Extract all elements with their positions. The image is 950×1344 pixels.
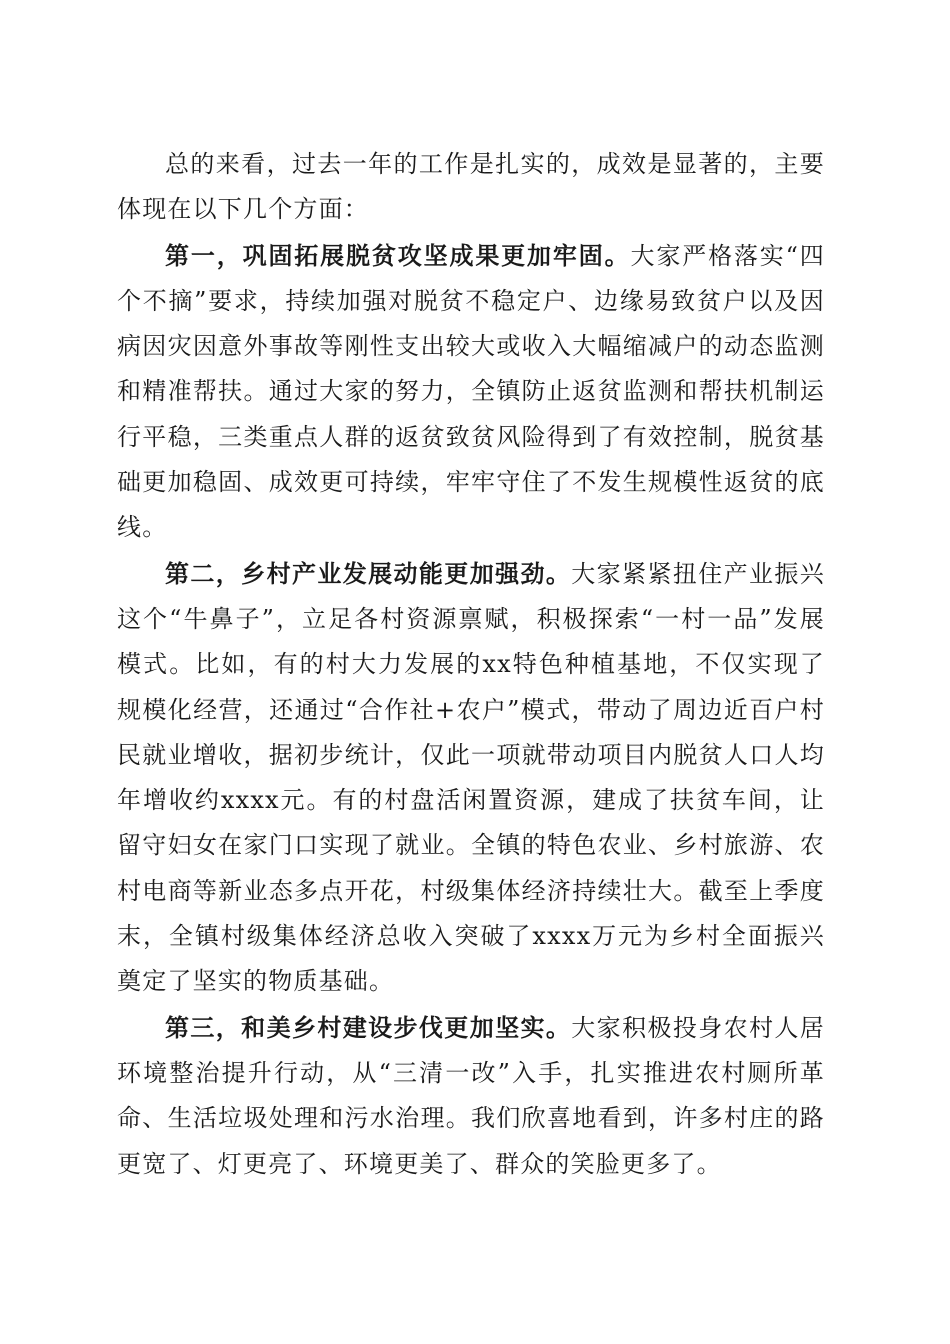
section-2-paragraph bbox=[117, 551, 825, 1005]
section-2-heading: 第二，乡村产业发展动能更加强劲。 bbox=[165, 558, 572, 588]
section-3-body: 大家积极投身农村人居环境整治提升行动，从“三清一改”入手，扎实推进农村厕所革命、生活垃圾处理和污水治理。我们欣喜地看到，许多村庄的路更宽了、灯更亮了、环境更美了、群众的笑脸更多了。 bbox=[117, 1013, 826, 1178]
section-1-paragraph bbox=[117, 233, 825, 551]
section-1-body: 大家严格落实“四个不摘”要求，持续加强对脱贫不稳定户、边缘易致贫户以及因病因灾因意外事故等刚性支出较大或收入大幅缩减户的动态监测和精准帮扶。通过大家的努力，全镇防止返贫监测和帮扶机制运行平稳，三类重点人群的返贫致贫风险得到了有效控制，脱贫基础更加稳固、成效更可持续，牢牢守住了不发生规模性返贫的底线。 bbox=[117, 241, 825, 542]
section-3-heading: 第三，和美乡村建设步伐更加坚实。 bbox=[165, 1012, 572, 1042]
section-1-heading: 第一，巩固拓展脱贫攻坚成果更加牢固。 bbox=[165, 240, 631, 270]
section-2-body: 大家紧紧扭住产业振兴这个“牛鼻子”，立足各村资源禀赋，积极探索“一村一品”发展模式。比如，有的村大力发展的xx特色种植基地，不仅实现了规模化经营，还通过“合作社+农户”模式，带动了周边近百户村民就业增收，据初步统计，仅此一项就带动项目内脱贫人口人均年增收约xxxx元。有的村盘活闲置资源，建成了扶贫车间，让留守妇女在家门口实现了就业。全镇的特色农业、乡村旅游、农村电商等新业态多点开花，村级集体经济持续壮大。截至上季度末，全镇村级集体经济总收入突破了xxxx万元为乡村全面振兴奠定了坚实的物质基础。 bbox=[117, 559, 826, 996]
section-3-paragraph bbox=[117, 1005, 825, 1187]
intro-paragraph: 总的来看，过去一年的工作是扎实的，成效是显著的，主要体现在以下几个方面： bbox=[117, 150, 825, 224]
document-page bbox=[117, 142, 825, 1187]
